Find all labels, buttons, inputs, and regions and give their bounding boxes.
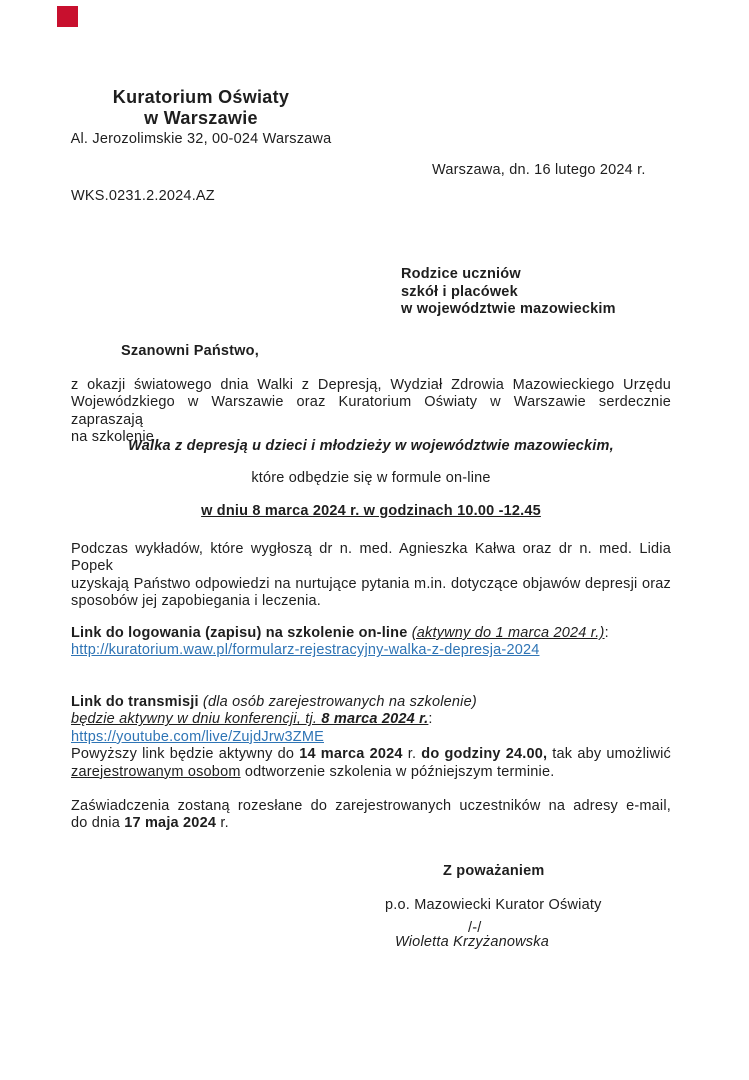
- intro-paragraph: [71, 377, 671, 447]
- org-name-line1: Kuratorium Oświaty: [112, 87, 290, 107]
- validity-mid: r.: [402, 746, 422, 763]
- lectures-paragraph: [71, 541, 671, 611]
- transmission-active-colon: :: [428, 711, 433, 728]
- signature-mark: /-/: [468, 920, 482, 936]
- validity2-rest: odtworzenie szkolenia w późniejszym terminie.: [240, 763, 555, 780]
- transmission-validity-line: [71, 746, 671, 763]
- registration-block: [71, 625, 671, 660]
- transmission-active-italic: będzie aktywny w dniu konferencji, tj.: [71, 711, 322, 728]
- certificates-line2-post: r.: [216, 815, 229, 832]
- addressee-line: Rodzice uczniów: [401, 266, 521, 282]
- letterhead: [61, 87, 341, 148]
- transmission-link[interactable]: https://youtube.com/live/ZujdJrw3ZME: [71, 728, 324, 745]
- signer-title: p.o. Mazowiecki Kurator Oświaty: [385, 897, 602, 913]
- event-format-line: które odbędzie się w formule on-line: [251, 470, 491, 486]
- certificates-line2: [71, 815, 671, 832]
- lectures-line: uzyskają Państwo odpowiedzi na nurtujące pytania m.in. dotyczące objawów depresji oraz: [71, 575, 671, 592]
- salutation: Szanowni Państwo,: [121, 343, 259, 359]
- transmission-active-date: 8 marca 2024 r.: [321, 711, 429, 728]
- transmission-validity-line2: [71, 764, 671, 781]
- certificates-paragraph: [71, 798, 671, 833]
- registered-persons-underlined: zarejestrowanym osobom: [71, 763, 241, 780]
- event-title: Walka z depresją u dzieci i młodzieży w województwie mazowieckim,: [128, 438, 614, 454]
- transmission-active-line: [71, 711, 671, 728]
- org-name-line2: w Warszawie: [144, 108, 258, 128]
- registration-label-colon: :: [604, 625, 609, 641]
- certificates-deadline: 17 maja 2024: [124, 815, 217, 832]
- transmission-label-italic: (dla osób zarejestrowanych na szkolenie): [202, 694, 477, 710]
- intro-line: na szkolenie: [71, 429, 155, 446]
- certificates-line2-pre: do dnia: [71, 815, 125, 832]
- addressee-line: szkół i placówek: [401, 283, 518, 300]
- signer-name: Wioletta Krzyżanowska: [395, 934, 549, 950]
- validity-date: 14 marca 2024: [299, 746, 403, 763]
- registration-label: [71, 625, 671, 642]
- registration-label-validity: (aktywny do 1 marca 2024 r.): [411, 625, 605, 641]
- validity-post: tak aby umożliwić: [547, 746, 672, 763]
- intro-line: Wojewódzkiego w Warszawie oraz Kuratorium Oświaty w Warszawie serdecznie zapraszają: [71, 394, 671, 428]
- closing-regards: Z poważaniem: [443, 863, 545, 879]
- addressee-line: w województwie mazowieckim: [401, 301, 616, 317]
- event-datetime-line: w dniu 8 marca 2024 r. w godzinach 10.00 -12.45: [201, 503, 541, 519]
- registration-label-bold: Link do logowania (zapisu) na szkolenie on-line: [71, 625, 412, 641]
- lectures-line: Podczas wykładów, które wygłoszą dr n. med. Agnieszka Kałwa oraz dr n. med. Lidia Popek: [71, 541, 671, 575]
- validity-time: do godziny 24.00,: [421, 746, 548, 763]
- registration-link[interactable]: http://kuratorium.waw.pl/formularz-rejestracyjny-walka-z-depresja-2024: [71, 642, 540, 659]
- issue-date: Warszawa, dn. 16 lutego 2024 r.: [432, 162, 646, 178]
- reference-number: WKS.0231.2.2024.AZ: [71, 188, 215, 204]
- intro-line: z okazji światowego dnia Walki z Depresją, Wydział Zdrowia Mazowieckiego Urzędu: [71, 377, 671, 393]
- transmission-label: [71, 694, 671, 711]
- addressee-block: [401, 266, 616, 319]
- validity-pre: Powyższy link będzie aktywny do: [71, 746, 300, 763]
- transmission-label-bold: Link do transmisji: [71, 694, 203, 710]
- certificates-line1: Zaświadczenia zostaną rozesłane do zarejestrowanych uczestników na adresy e-mail,: [71, 798, 671, 814]
- red-corner-mark: [57, 6, 78, 27]
- transmission-block: [71, 694, 671, 781]
- org-address: Al. Jerozolimskie 32, 00-024 Warszawa: [70, 131, 332, 147]
- lectures-line: sposobów jej zapobiegania i leczenia.: [71, 593, 322, 610]
